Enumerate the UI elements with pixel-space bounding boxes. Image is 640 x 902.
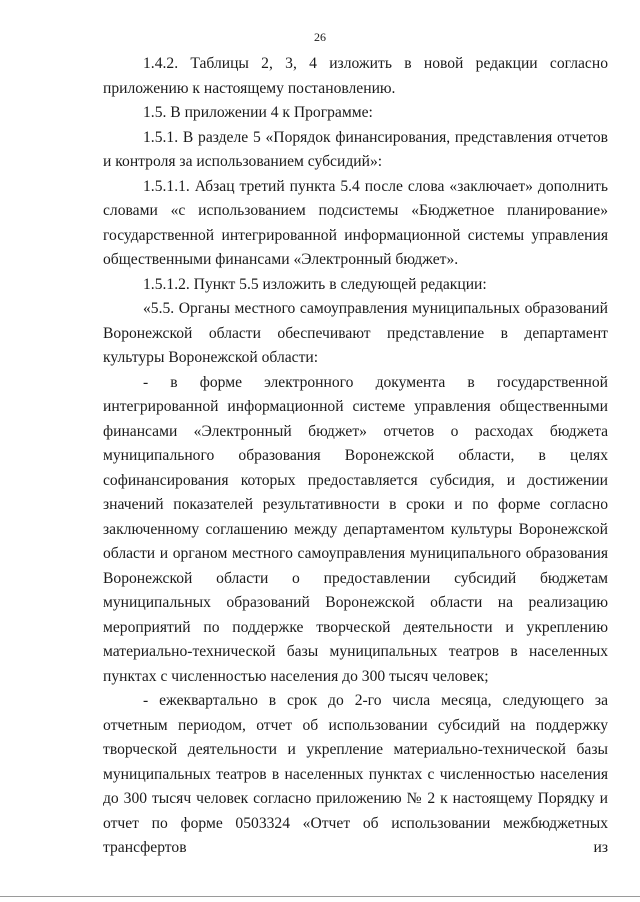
paragraph-1-5-1-2: 1.5.1.2. Пункт 5.5 изложить в следующей редакции: [143,275,487,293]
paragraph-1-5-1: 1.5.1. В разделе 5 «Порядок финансирования, представления отчетов и контроля за использованием субсидий»: [103,128,608,170]
document-body [103,52,608,861]
paragraph-5-5: «5.5. Органы местного самоуправления муниципальных образований Воронежской области обеспечивают представление в департамент культуры Воронежской области: [103,300,608,366]
paragraph-electronic-form: - в форме электронного документа в государственной интегрированной информационной системе управления общественными финансами «Электронный бюджет» отчетов о расходах бюджета муниципального образования Воронежской области, в целях софинансирования которых предоставляется субсидия, и достижении значений показателей результативности в сроки и по форме согласно заключенному соглашению между департаментом культуры Воронежской области и органом местного самоуправления муниципального образования Воронежской области о предоставлении субсидий бюджетам муниципальных образований Воронежской области на реализацию мероприятий по поддержке творческой деятельности и укреплению материально-технической базы муниципальных театров в населенных пунктах с численностью населения до 300 тысяч человек; [103,373,608,685]
paragraph-quarterly-report: - ежеквартально в срок до 2-го числа месяца, следующего за отчетным периодом, отчет об использовании субсидий на поддержку творческой деятельности и укрепление материально-технической базы муниципальных театров в населенных пунктах с численностью населения до 300 тысяч человек согласно приложению № 2 к настоящему Порядку и отчет по форме 0503324 «Отчет об использовании межбюджетных трансфертов из [103,692,608,856]
paragraph-1-4-2: 1.4.2. Таблицы 2, 3, 4 изложить в новой редакции согласно приложению к настоящему постановлению. [103,55,608,97]
page-bottom-rule [0,896,640,897]
paragraph-1-5-1-1: 1.5.1.1. Абзац третий пункта 5.4 после слова «заключает» дополнить словами «с использованием подсистемы «Бюджетное планирование» государственной интегрированной информационной системы управления общественными финансами «Электронный бюджет». [103,177,608,268]
paragraph-1-5: 1.5. В приложении 4 к Программе: [143,104,373,121]
page-number: 26 [314,30,326,44]
